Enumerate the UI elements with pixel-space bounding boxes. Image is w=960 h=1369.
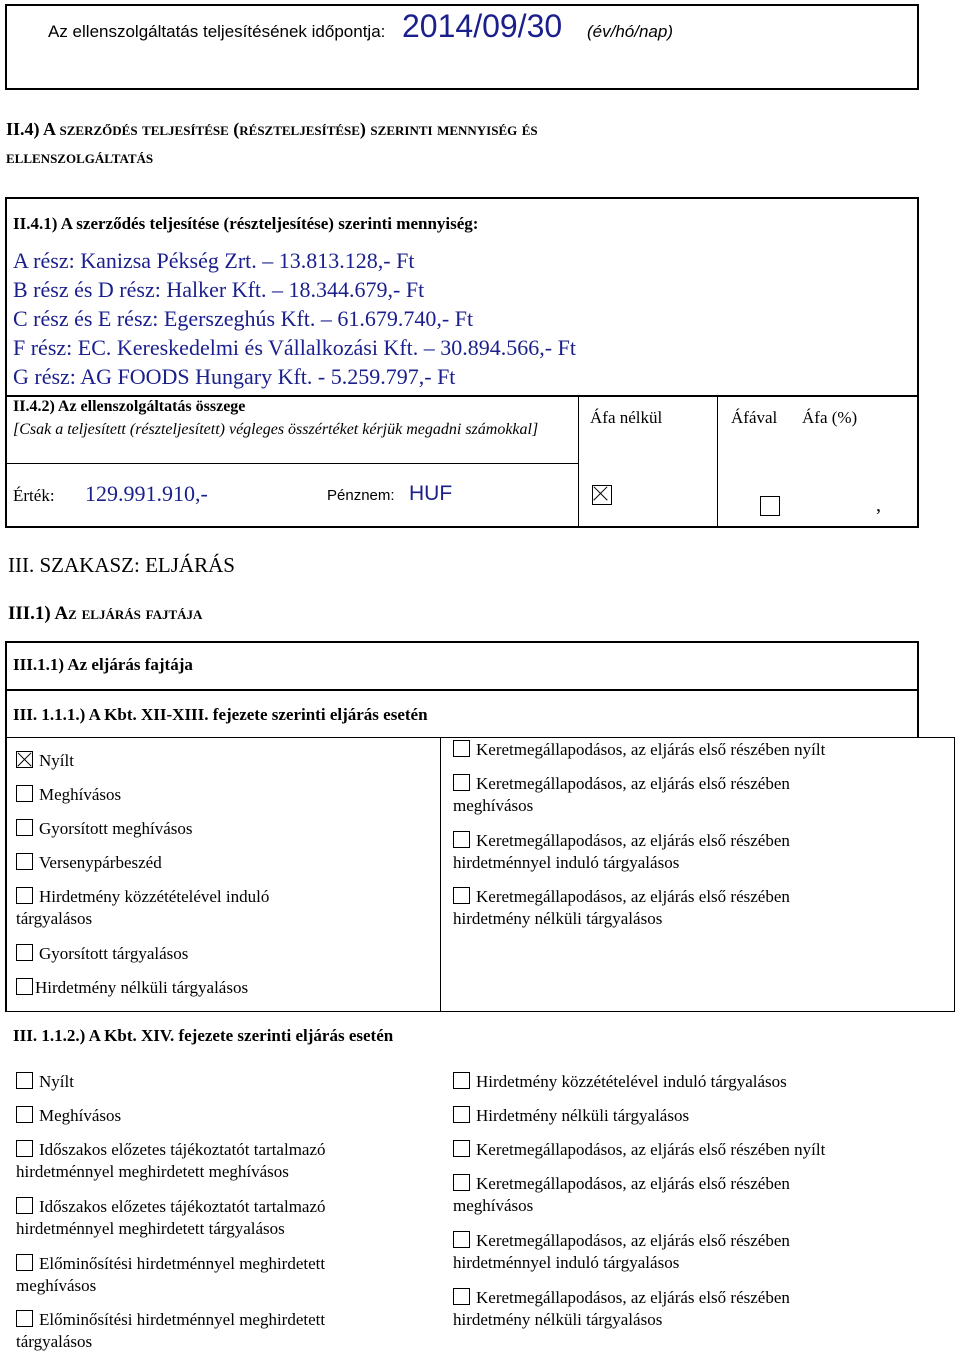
checkbox[interactable] [453,1174,470,1191]
checkbox[interactable] [16,887,33,904]
part-f: F rész: EC. Kereskedelmi és Vállalkozási Kft. – 30.894.566,- Ft [13,335,576,360]
section-iii1-heading: III.1) Az eljárás fajtája [8,603,203,624]
iii11-heading: III.1.1) Az eljárás fajtája [13,655,193,674]
kbt2-option-nyilt[interactable]: Nyílt [16,1071,416,1093]
afa-percent-label: Áfa (%) [802,408,858,427]
afaval-label: Áfával [731,408,778,427]
checkbox[interactable] [16,1072,33,1089]
kbt2-option-idoszakos-meghivasos[interactable]: Időszakos előzetes tájékoztatót tartalmazó hirdetménnyel meghirdetett meghívásos [16,1140,326,1181]
checkbox[interactable] [16,944,33,961]
checkbox[interactable] [16,978,33,995]
checkbox[interactable] [453,1288,470,1305]
kbt1-option-gyorsitott-targyalasos[interactable]: Gyorsított tárgyalásos [16,943,416,965]
checkbox[interactable] [453,1140,470,1157]
iii111-heading: III. 1.1.1.) A Kbt. XII-XIII. fejezete szerinti eljárás esetén [13,705,428,724]
kbt1-option-meghivasos[interactable]: Meghívásos [16,784,416,806]
section-ii4-heading-cont: ellenszolgáltatás [6,147,154,167]
ii41-heading: II.4.1) A szerződés teljesítése (részteljesítése) szerinti mennyiség: [13,214,479,233]
kbt2-option-keret-meghivasos[interactable]: Keretmegállapodásos, az eljárás első részében meghívásos [453,1174,790,1215]
checkbox[interactable] [453,740,470,757]
ii42-divider-h [5,463,579,464]
checkbox[interactable] [16,853,33,870]
checkbox[interactable] [16,1310,33,1327]
checkbox[interactable] [16,1140,33,1157]
ii42-divider-v2 [717,395,718,528]
checkbox[interactable] [453,774,470,791]
checkbox[interactable] [453,1231,470,1248]
ii42-divider-v1 [578,395,579,528]
section-iii-heading: III. SZAKASZ: ELJÁRÁS [8,553,235,577]
kbt2-option-hirdetmeny-kozzetetelevel[interactable]: Hirdetmény közzétételével induló tárgyalásos [453,1071,893,1093]
checkbox[interactable] [453,887,470,904]
checkbox[interactable] [16,819,33,836]
ii42-note: [Csak a teljesített (részteljesített) végleges összértéket kérjük megadni számokkal] [13,421,539,438]
kbt1-option-hirdetmeny-kozzetetelevel[interactable]: Hirdetmény közzétételével induló tárgyalásos [16,887,270,928]
kbt1-option-keret-meghivasos[interactable]: Keretmegállapodásos, az eljárás első részében meghívásos [453,774,790,815]
section-ii4-heading: II.4) A szerződés teljesítése (részteljesítése) szerinti mennyiség és [6,119,538,139]
checkbox[interactable] [16,1197,33,1214]
kbt1-option-gyorsitott-meghivasos[interactable]: Gyorsított meghívásos [16,818,416,840]
kbt1-divider [440,737,441,1012]
kbt2-option-meghivasos[interactable]: Meghívásos [16,1105,416,1127]
iii112-heading: III. 1.1.2.) A Kbt. XIV. fejezete szerinti eljárás esetén [13,1026,394,1045]
afa-nelkul-checkbox[interactable] [592,485,612,505]
afa-percent-comma: , [876,494,881,516]
kbt2-option-keret-hirdetmeny-nelkuli[interactable]: Keretmegállapodásos, az eljárás első részében hirdetmény nélküli tárgyalásos [453,1288,790,1329]
kbt2-option-elominositesi-meghivasos[interactable]: Előminősítési hirdetménnyel meghirdetett meghívásos [16,1254,326,1295]
kbt2-option-hirdetmeny-nelkuli[interactable]: Hirdetmény nélküli tárgyalásos [453,1105,893,1127]
part-a: A rész: Kanizsa Pékség Zrt. – 13.813.128,- Ft [13,248,415,273]
checkbox[interactable] [453,1106,470,1123]
kbt1-option-versenyparbeszed[interactable]: Versenypárbeszéd [16,852,416,874]
checkbox[interactable] [16,785,33,802]
penznem-label: Pénznem: [327,487,395,504]
kbt2-option-elominositesi-targyalasos[interactable]: Előminősítési hirdetménnyel meghirdetett tárgyalásos [16,1310,326,1351]
ii42-heading: II.4.2) Az ellenszolgáltatás összege [13,398,246,415]
kbt1-option-hirdetmeny-nelkuli[interactable]: Hirdetmény nélküli tárgyalásos [16,977,416,999]
ertek-value: 129.991.910,- [85,481,208,506]
ertek-label: Érték: [13,486,55,505]
kbt1-option-nyilt[interactable]: Nyílt [16,750,416,772]
checkbox[interactable] [16,1106,33,1123]
date-label: Az ellenszolgáltatás teljesítésének időpontja: [48,22,386,41]
kbt2-option-idoszakos-targyalasos[interactable]: Időszakos előzetes tájékoztatót tartalmazó hirdetménnyel meghirdetett tárgyalásos [16,1197,326,1238]
checkbox[interactable] [16,1254,33,1271]
kbt2-option-keret-hirdetmennyel[interactable]: Keretmegállapodásos, az eljárás első részében hirdetménnyel induló tárgyalásos [453,1231,790,1272]
kbt1-option-keret-hirdetmennyel[interactable]: Keretmegállapodásos, az eljárás első részében hirdetménnyel induló tárgyalásos [453,831,790,872]
date-format-hint: (év/hó/nap) [587,22,673,41]
kbt1-option-keret-hirdetmeny-nelkuli[interactable]: Keretmegállapodásos, az eljárás első részében hirdetmény nélküli tárgyalásos [453,887,790,928]
checkbox[interactable] [453,1072,470,1089]
date-value: 2014/09/30 [402,8,563,44]
part-bd: B rész és D rész: Halker Kft. – 18.344.679,- Ft [13,277,425,302]
kbt2-option-keret-nyilt[interactable]: Keretmegállapodásos, az eljárás első részében nyílt [453,1139,893,1161]
part-g: G rész: AG FOODS Hungary Kft. - 5.259.797,- Ft [13,364,456,389]
kbt1-option-keret-nyilt[interactable]: Keretmegállapodásos, az eljárás első részében nyílt [453,739,893,761]
part-ce: C rész és E rész: Egerszeghús Kft. – 61.679.740,- Ft [13,306,474,331]
penznem-value: HUF [409,482,453,505]
checkbox[interactable] [453,831,470,848]
afaval-checkbox[interactable] [760,496,780,516]
checkbox[interactable] [16,751,33,768]
afa-nelkul-label: Áfa nélkül [590,408,663,427]
